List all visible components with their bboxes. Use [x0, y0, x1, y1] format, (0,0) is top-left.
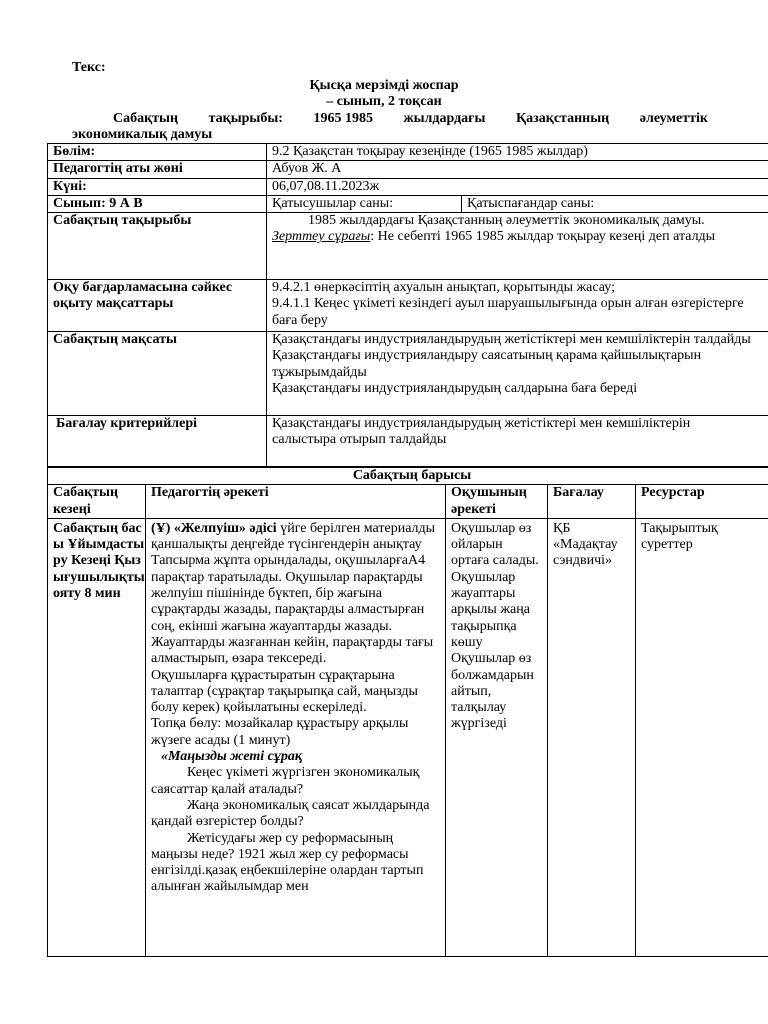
- progress-heading-row: [48, 468, 768, 485]
- criteria-value: Қазақстандағы индустрияландырудың жетістіктері мен кемшіліктерін салыстыра отырып талдайды: [267, 416, 768, 467]
- goals-label: Сабақтың мақсаты: [48, 332, 267, 416]
- objectives-label: Оқу бағдарламасына сәйкес оқыту мақсаттары: [48, 280, 267, 332]
- teacher-activity: [146, 518, 446, 956]
- progress-header-row: [48, 485, 768, 519]
- text-label: Текс:: [72, 60, 106, 75]
- column-header-stage: Сабақтың кезеңі: [48, 485, 146, 519]
- method-description: [151, 521, 437, 554]
- topic-cell: [267, 213, 768, 280]
- goal-item: Қазақстандағы индустрияландырудың салдарына баға береді: [272, 381, 638, 397]
- column-header-teacher: Педагогтің әрекеті: [146, 485, 446, 519]
- seven-questions-title: «Маңызды жеті сұрақ: [161, 749, 302, 765]
- objectives-row: [48, 280, 768, 332]
- topic-row: [48, 213, 768, 280]
- topic-value: 1985 жылдардағы Қазақстанның әлеуметтік экономикалық дамуы.: [308, 213, 705, 229]
- objective-item: 9.4.2.1 өнеркәсіптің ахуалын анықтап, қорытынды жасау;: [272, 280, 615, 296]
- research-question-text: : Не себепті 1965 1985 жылдар тоқырау кезеңі деп аталды: [370, 229, 716, 245]
- goal-item: Қазақстандағы индустрияландыру саясатының қарама қайшылықтарын тұжырымдайды: [272, 348, 702, 380]
- student-activity-item: Оқушылар жауаптары арқылы жаңа тақырыпқа көшу: [451, 569, 530, 650]
- question-item: Кеңес үкіметі жүргізген экономикалық саясаттар қалай аталады?: [151, 765, 420, 797]
- teacher-paragraph: Оқушыларға құрастыратын сұрақтарына талаптар (сұрақтар тақырыпқа сай, маңызды болу керек) қойылатыны ескеріледі.: [151, 667, 418, 716]
- lesson-progress-table: [47, 467, 768, 957]
- section-row: [48, 144, 768, 161]
- plan-title: Қысқа мерзімді жоспар: [309, 78, 459, 93]
- lesson-topic-line: [113, 111, 708, 127]
- date-value: 06,07,08.11.2023ж: [267, 178, 768, 195]
- research-question-label: Зерттеу сұрағы: [272, 229, 371, 245]
- absent-label: Қатыспағандар саны:: [462, 195, 768, 212]
- objectives-cell: [267, 280, 768, 332]
- topic-word: 1965 1985: [313, 111, 373, 126]
- lesson-stage: Сабақтың басы Ұйымдастыру Кезеңі Қызығушылықты ояту 8 мин: [48, 518, 146, 956]
- lesson-info-table: [47, 143, 768, 467]
- teacher-label: Педагогтің аты жөні: [48, 161, 267, 178]
- goal-item: Қазақстандағы индустрияландырудың жетістіктері мен кемшіліктерін талдайды: [272, 332, 751, 348]
- question-item: Жетісудағы жер су реформасының маңызы неде? 1921 жыл жер су реформасы енгізілді.қазақ еңбекшілеріне олардан тартып алынған жайылымдар мен: [151, 830, 424, 895]
- lesson-topic-line2: экономикалық дамуы: [72, 127, 213, 142]
- teacher-row: [48, 161, 768, 178]
- class-label: Сынып: 9 А В: [48, 195, 267, 212]
- date-label: Күні:: [48, 178, 267, 195]
- teacher-paragraph: Тапсырма жұпта орындалады, оқушыларғаА4 парақтар таратылады. Оқушылар парақтарды желпуіш пішінінде бүктеп, бір жағына сұрақтарды жазады, парақтарды алмастырған соң, екінші жағына жауаптарды жазады. Жауаптарды жазғаннан кейін, парақтарды тағы алмастырып, өзара тексереді.: [151, 553, 434, 667]
- column-header-resources: Ресурстар: [636, 485, 768, 519]
- resources-cell: Тақырыптық суреттер: [636, 518, 768, 956]
- research-question: [272, 229, 751, 245]
- criteria-row: [48, 416, 768, 467]
- teacher-paragraph: Топқа бөлу: мозайкалар құрастыру арқылы жүзеге асады (1 минут): [151, 716, 409, 748]
- goals-cell: [267, 332, 768, 416]
- assessment-cell: ҚБ «Мадақтау сэндвичі»: [548, 518, 636, 956]
- column-header-student: Оқушының әрекеті: [446, 485, 548, 519]
- topic-word: тақырыбы:: [208, 111, 283, 126]
- goals-row: [48, 332, 768, 416]
- topic-word: жылдардағы: [403, 111, 486, 126]
- section-label: Бөлім:: [48, 144, 267, 161]
- question-item: Жаңа экономикалық саясат жылдарында қандай өзгерістер болды?: [151, 797, 430, 830]
- method-name: (Ұ) «Желпуіш» әдісі: [151, 520, 277, 536]
- topic-label: Сабақтың тақырыбы: [48, 213, 267, 280]
- date-row: [48, 178, 768, 195]
- student-activity-item: Оқушылар өз болжамдарын айтып, талқылау жүргізеді: [451, 651, 534, 732]
- topic-word: Сабақтың: [113, 111, 179, 126]
- topic-word: Қазақстанның: [515, 111, 610, 126]
- column-header-assessment: Бағалау: [548, 485, 636, 519]
- class-row: [48, 195, 768, 212]
- section-value: 9.2 Қазақстан тоқырау кезеңінде (1965 1985 жылдар): [267, 144, 768, 161]
- progress-heading: Сабақтың барысы: [48, 468, 768, 485]
- class-quarter: – сынып, 2 тоқсан: [326, 94, 442, 109]
- topic-word: әлеуметтік: [639, 111, 708, 126]
- objective-item: 9.4.1.1 Кеңес үкіметі кезіндегі ауыл шаруашылығында орын алған өзгерістерге баға беру: [272, 296, 744, 328]
- teacher-value: Абуов Ж. А: [267, 161, 768, 178]
- method-purpose: үйге берілген материалды қаншалықты деңгейде түсінгендерін анықтау: [151, 520, 436, 553]
- student-activity: [446, 518, 548, 956]
- student-activity-item: Оқушылар өз ойларын ортаға салады.: [451, 520, 539, 569]
- present-label: Қатысушылар саны:: [267, 195, 462, 212]
- progress-body-row: [48, 518, 768, 956]
- criteria-label: Бағалау критерийлері: [48, 416, 267, 467]
